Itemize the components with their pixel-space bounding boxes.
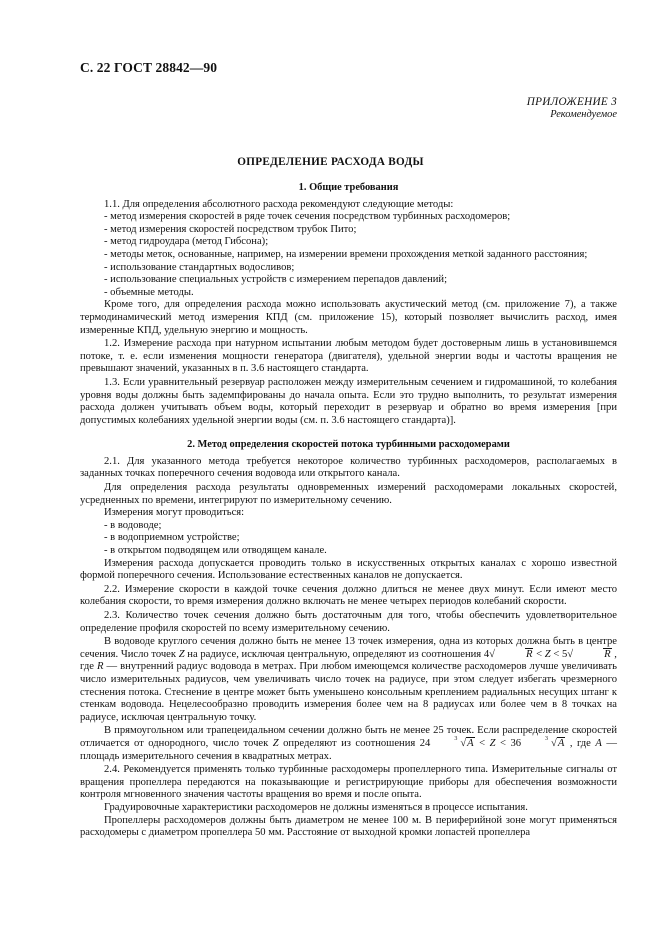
paragraph-2-3: 2.3. Количество точек сечения должно быть достаточным для того, чтобы обеспечить удовлетворительное определение профиля скоростей по всему измерительному сечению. <box>80 610 617 634</box>
appendix-status: Рекомендуемое <box>550 108 617 120</box>
document-body <box>80 182 617 840</box>
paragraph-other-methods: Кроме того, для определения расхода можно использовать акустический метод (см. приложение 7), а также термодинамический метод измерения КПД (см. приложение 15), который позволяет вычислить расход, имея измеренные КПД, удельную энергию и мощность. <box>80 299 617 336</box>
paragraph-2-2: 2.2. Измерение скорости в каждой точке сечения должно длиться не менее двух минут. Если имеют место колебания скорости, то время измерения должно включать не менее четырех периодов колебаний скорости. <box>80 583 617 608</box>
section-1-heading: 1. Общие требования <box>298 182 399 193</box>
list-item: - методы меток, основанные, например, на измерении времени прохождения меткой заданного расстояния; <box>104 248 588 260</box>
list-item: - в водоводе; <box>104 519 162 531</box>
math-z: Z <box>178 648 185 660</box>
paragraph-round-section: В водоводе круглого сечения должно быть не менее 13 точек измерения, одна из которых должна быть в центре сечения. Число точек Z на радиусе, исключая центральную, определяют из соотношения 4√ R < Z < 5√ R , где R — внутренний радиус водовода в метрах. При любом имеющемся количестве расходомеров лучше увеличивать число измерительных радиусов, чем увеличивать число точек на радиусе, при этом следует избегать чрезмерного стеснения потока. Стеснение в центре может быть уменьшено консольным креплением радиальных несущих штанг к стенкам водовода. Нецелесообразно проводить измерения более чем на 8 радиусах или более чем в 8 точках на радиусе, исключая центральную точку. <box>80 636 617 723</box>
paragraph-1-3: 1.3. Если уравнительный резервуар расположен между измерительным сечением и гидромашиной, то колебания уровня воды должны быть задемпфированы до начала опыта. Если это трудно выполнить, то результат измерения расхода должен учитывать объем воды, который переходит в резервуар и обратно во время измерения [при допустимых колебаниях удельной энергии воды (см. п. 3.6 настоящего стандарта)]. <box>80 376 617 426</box>
list-item: - метод измерения скоростей посредством трубок Пито; <box>104 223 357 235</box>
list-item: - использование специальных устройств с измерением перепадов давлений; <box>104 274 448 286</box>
list-item: - метод гидроудара (метод Гибсона); <box>104 236 269 248</box>
paragraph-results: Для определения расхода результаты одновременных измерений расходомерами локальных скоростей, усредненных по времени, интегрируют по измерительному сечению. <box>80 482 617 506</box>
formula-area: 24 3 √A < Z < 36 3 √A <box>419 735 565 749</box>
paragraph-2-4: 2.4. Рекомендуется применять только турбинные расходомеры пропеллерного типа. Измерительные сигналы от вращения пропеллера передаются на показывающие и регистрирующие приборы для обеспечения возможности контроля мгновенного значения частоты вращения во время и после опыта. <box>80 764 617 801</box>
appendix-label <box>527 96 617 121</box>
paragraph-rect-section: В прямоугольном или трапецеидальном сечении должно быть не менее 25 точек. Если распределение скоростей отличается от однородного, число точек Z определяют из соотношения 24 3 √A < Z < 36 3 √A , где A — площадь измерительного сечения в квадратных метрах. <box>80 725 617 762</box>
list-item: - в водоприемном устройстве; <box>104 532 240 544</box>
paragraph-allowed: Измерения расхода допускается проводить только в искусственных открытых каналах с хорошо известной формой поперечного сечения. Использование естественных каналов не допускается. <box>80 557 617 582</box>
list-item: - метод измерения скоростей в ряде точек сечения посредством турбинных расходомеров; <box>104 211 511 223</box>
list-item: - использование стандартных водосливов; <box>104 261 295 273</box>
paragraph-measurements: Измерения могут проводиться: <box>104 507 245 519</box>
page-header: С. 22 ГОСТ 28842—90 <box>80 60 218 75</box>
document-title: ОПРЕДЕЛЕНИЕ РАСХОДА ВОДЫ <box>237 156 424 168</box>
appendix-number: ПРИЛОЖЕНИЕ 3 <box>526 96 617 108</box>
paragraph-calibration: Градуировочные характеристики расходомеров не должны изменяться в процессе испытания. <box>104 801 528 813</box>
paragraph-1-1: 1.1. Для определения абсолютного расхода рекомендуют следующие методы: <box>104 198 454 210</box>
formula-radius: 4√ R < Z < 5√ R <box>483 648 611 660</box>
list-item: - в открытом подводящем или отводящем канале. <box>104 545 327 557</box>
paragraph-1-2: 1.2. Измерение расхода при натурном испытании любым методом будет достоверным лишь в установившемся потоке, т. е. если изменения мощности генератора (двигателя), удельной энергии воды и частоты вращения не превышают значений, указанных в п. 3.6 настоящего стандарта. <box>80 338 617 375</box>
section-2-heading: 2. Метод определения скоростей потока турбинными расходомерами <box>187 439 510 451</box>
paragraph-propellers: Пропеллеры расходомеров должны быть диаметром не менее 100 м. В периферийной зоне могут применяться расходомеры с диаметром пропеллера 50 мм. Расстояние от выходной кромки лопастей пропеллера <box>80 814 617 839</box>
list-item: - объемные методы. <box>104 286 194 298</box>
paragraph-2-1: 2.1. Для указанного метода требуется некоторое количество турбинных расходомеров, располагаемых в заданных точках поперечного сечения водовода или открытого канала. <box>80 455 617 480</box>
